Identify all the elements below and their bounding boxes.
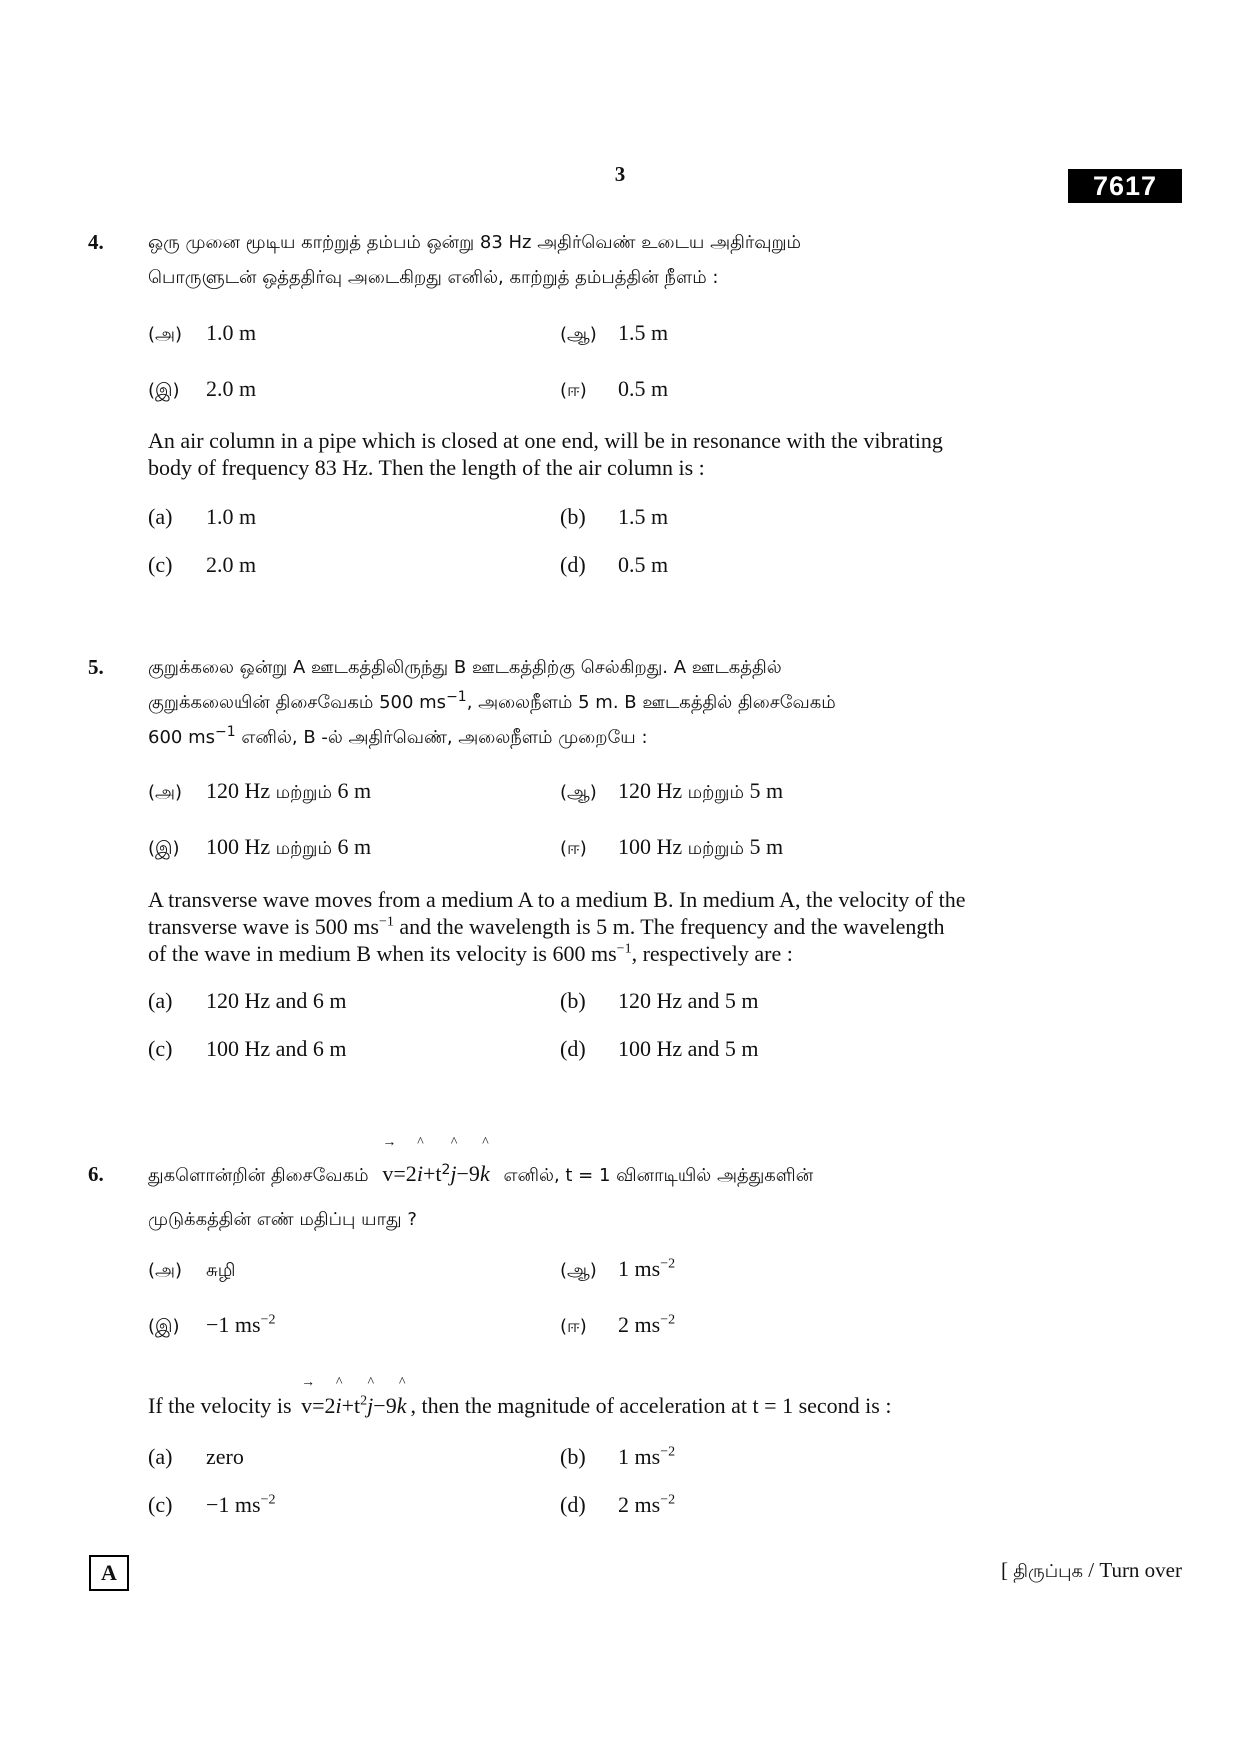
option-label: (c) <box>148 552 173 577</box>
option <box>560 1036 759 1062</box>
option-label: (இ) <box>148 838 180 859</box>
option-label: (a) <box>148 1444 173 1469</box>
option-label: (ஆ) <box>560 324 597 345</box>
option <box>560 552 668 578</box>
option-text: 0.5 m <box>618 552 669 577</box>
text-line <box>148 940 1098 967</box>
vector-arrow-icon: → <box>382 1135 397 1150</box>
question-6-tamil-text <box>148 1135 1098 1242</box>
option <box>560 376 668 403</box>
text-line: An air column in a pipe which is closed at one end, will be in resonance with the vibrating <box>148 428 943 453</box>
option-label: (b) <box>560 504 586 529</box>
text-line: பொருளுடன் ஒத்ததிர்வு அடைகிறது எனில், காற்றுத் தம்பத்தின் நீளம் : <box>148 267 719 288</box>
option <box>148 988 347 1014</box>
option-label: (a) <box>148 504 173 529</box>
symbol: k <box>396 1393 407 1418</box>
option-conjunction: மற்றும் <box>275 782 332 803</box>
option <box>560 1256 675 1283</box>
text-line <box>148 913 1098 940</box>
text-segment: If the velocity is <box>148 1393 292 1418</box>
option-text: 1.0 m <box>206 320 257 345</box>
option <box>148 504 256 530</box>
option-text: 1 ms <box>618 1256 661 1281</box>
option-text: 2.0 m <box>206 376 257 401</box>
exponent: 2 <box>360 1393 368 1409</box>
text-segment: transverse wave is 500 ms <box>148 914 379 939</box>
text-segment: , respectively are : <box>631 941 793 966</box>
option-label: (c) <box>148 1036 173 1061</box>
text-line: body of frequency 83 Hz. Then the length of the air column is : <box>148 455 705 480</box>
question-number: 5. <box>88 655 104 679</box>
option <box>148 1492 276 1518</box>
symbol: i <box>335 1393 342 1418</box>
option-label: (அ) <box>148 324 183 345</box>
question-4-english-text <box>148 427 1098 481</box>
exponent: −2 <box>260 1312 276 1328</box>
question-5-english-text <box>148 886 1098 967</box>
option-value: 5 m <box>749 778 784 803</box>
option-text: 100 Hz and 6 m <box>206 1036 347 1061</box>
vector-v <box>382 1135 397 1196</box>
text-line <box>148 720 1098 755</box>
option-label: (இ) <box>148 1316 180 1337</box>
option-label: (ஈ) <box>560 838 587 859</box>
option <box>148 778 371 805</box>
turn-over-note <box>1001 1558 1182 1584</box>
text-segment: , அலைநீளம் 5 m. B ஊடகத்தில் திசைவேகம் <box>466 692 836 713</box>
text-line: முடுக்கத்தின் எண் மதிப்பு யாது ? <box>148 1209 417 1230</box>
question-4-tamil-text <box>148 225 1098 295</box>
page-number: 3 <box>614 162 626 186</box>
text-segment: எனில், t = 1 வினாடியில் அத்துகளின் <box>503 1165 814 1186</box>
vector-arrow-icon: → <box>301 1375 316 1390</box>
option <box>148 376 256 403</box>
option-text: 0.5 m <box>618 376 669 401</box>
option-label: (d) <box>560 552 586 577</box>
option <box>148 1312 276 1339</box>
series-box: A <box>89 1555 129 1591</box>
symbol: −9 <box>456 1161 480 1186</box>
question-6-english-text <box>148 1375 1098 1419</box>
option-conjunction: மற்றும் <box>687 838 744 859</box>
text-segment: [ <box>1001 1558 1014 1582</box>
text-segment: துகளொன்றின் திசைவேகம் <box>148 1165 369 1186</box>
unit-vector-j <box>367 1375 374 1419</box>
option-label: (a) <box>148 988 173 1013</box>
option-text: 2 ms <box>618 1492 661 1517</box>
option <box>560 778 783 805</box>
option-text: 1.5 m <box>618 320 669 345</box>
option-text: சுழி <box>206 1260 236 1281</box>
hat-icon: ^ <box>398 1375 405 1390</box>
text-segment: குறுக்கலையின் திசைவேகம் 500 ms <box>148 692 447 713</box>
unit-vector-k <box>479 1135 490 1196</box>
unit-vector-k <box>396 1375 407 1419</box>
option-text: zero <box>206 1444 244 1469</box>
option-label: (ஆ) <box>560 782 597 803</box>
option-value: 120 Hz <box>618 778 683 803</box>
question-number: 4. <box>88 230 104 254</box>
option-label: (d) <box>560 1036 586 1061</box>
text-segment: , then the magnitude of acceleration at t = 1 second is : <box>410 1393 892 1418</box>
option-text: 2.0 m <box>206 552 257 577</box>
option-text: 1.0 m <box>206 504 257 529</box>
option-text: 120 Hz and 6 m <box>206 988 347 1013</box>
option-text: −1 ms <box>206 1312 261 1337</box>
option-label: (b) <box>560 1444 586 1469</box>
paper-code-badge: 7617 <box>1068 169 1182 203</box>
text-line: குறுக்கலை ஒன்று A ஊடகத்திலிருந்து B ஊடகத்திற்கு செல்கிறது. A ஊடகத்தில் <box>148 657 782 678</box>
hat-icon: ^ <box>335 1375 342 1390</box>
exponent: −1 <box>446 689 467 705</box>
hat-icon: ^ <box>367 1375 374 1390</box>
symbol: −9 <box>373 1393 397 1418</box>
exponent: −2 <box>660 1312 676 1328</box>
symbol: =2 <box>312 1393 336 1418</box>
option-value: 6 m <box>337 834 372 859</box>
option-label: (அ) <box>148 782 183 803</box>
option-value: 6 m <box>337 778 372 803</box>
option-value: 5 m <box>749 834 784 859</box>
text-segment: of the wave in medium B when its velocity is 600 ms <box>148 941 617 966</box>
option-label: (c) <box>148 1492 173 1517</box>
symbol: +t <box>341 1393 361 1418</box>
option <box>560 320 668 347</box>
velocity-formula <box>382 1135 495 1186</box>
option-text: 100 Hz and 5 m <box>618 1036 759 1061</box>
option-value: 120 Hz <box>206 778 271 803</box>
exponent: −1 <box>616 941 632 957</box>
exponent: −2 <box>260 1492 276 1508</box>
option <box>148 320 256 347</box>
symbol: =2 <box>393 1161 417 1186</box>
option-text: 120 Hz and 5 m <box>618 988 759 1013</box>
symbol: j <box>367 1393 374 1418</box>
unit-vector-i <box>416 1135 423 1196</box>
hat-icon: ^ <box>450 1135 457 1150</box>
exponent: −2 <box>660 1444 676 1460</box>
text-line <box>148 1135 1098 1198</box>
symbol: j <box>450 1161 457 1186</box>
text-segment: திருப்புக <box>1013 1561 1084 1582</box>
exponent: −1 <box>378 914 394 930</box>
option <box>148 552 256 578</box>
symbol: +t <box>422 1161 442 1186</box>
option-label: (b) <box>560 988 586 1013</box>
option-label: (ஆ) <box>560 1260 597 1281</box>
text-segment: / Turn over <box>1083 1558 1182 1582</box>
text-line: A transverse wave moves from a medium A to a medium B. In medium A, the velocity of the <box>148 887 966 912</box>
symbol: k <box>479 1161 490 1186</box>
option-label: (இ) <box>148 380 180 401</box>
option-label: (ஈ) <box>560 1316 587 1337</box>
text-segment: 600 ms <box>148 727 215 748</box>
exponent: −2 <box>660 1256 676 1272</box>
option <box>148 834 371 861</box>
option <box>560 1492 675 1518</box>
option-text: −1 ms <box>206 1492 261 1517</box>
exponent: −1 <box>215 724 236 740</box>
symbol: v <box>382 1161 394 1186</box>
vector-v <box>301 1375 316 1419</box>
hat-icon: ^ <box>481 1135 488 1150</box>
option-value: 100 Hz <box>206 834 271 859</box>
option <box>148 1256 235 1283</box>
hat-icon: ^ <box>416 1135 423 1150</box>
exponent: −2 <box>660 1492 676 1508</box>
option-value: 100 Hz <box>618 834 683 859</box>
text-segment: and the wavelength is 5 m. The frequency and the wavelength <box>393 914 945 939</box>
option-conjunction: மற்றும் <box>275 838 332 859</box>
symbol: i <box>416 1161 423 1186</box>
unit-vector-j <box>450 1135 457 1196</box>
option-label: (d) <box>560 1492 586 1517</box>
text-line <box>148 685 1098 720</box>
option-text: 2 ms <box>618 1312 661 1337</box>
unit-vector-i <box>335 1375 342 1419</box>
option-text: 1 ms <box>618 1444 661 1469</box>
question-5-tamil-text <box>148 650 1098 755</box>
option <box>148 1036 347 1062</box>
option <box>560 988 759 1014</box>
text-segment: எனில், B -ல் அதிர்வெண், அலைநீளம் முறையே : <box>235 727 648 748</box>
text-line: ஒரு முனை மூடிய காற்றுத் தம்பம் ஒன்று 83 Hz அதிர்வெண் உடைய அதிர்வுறும் <box>148 232 801 253</box>
option-label: (ஈ) <box>560 380 587 401</box>
question-number: 6. <box>88 1162 104 1186</box>
option <box>560 504 668 530</box>
option <box>148 1444 244 1470</box>
option-conjunction: மற்றும் <box>687 782 744 803</box>
option-label: (அ) <box>148 1260 183 1281</box>
velocity-formula <box>301 1375 407 1418</box>
symbol: v <box>301 1393 313 1418</box>
option <box>560 1444 675 1470</box>
option-text: 1.5 m <box>618 504 669 529</box>
option <box>560 834 783 861</box>
exponent: 2 <box>441 1162 451 1178</box>
option <box>560 1312 675 1339</box>
